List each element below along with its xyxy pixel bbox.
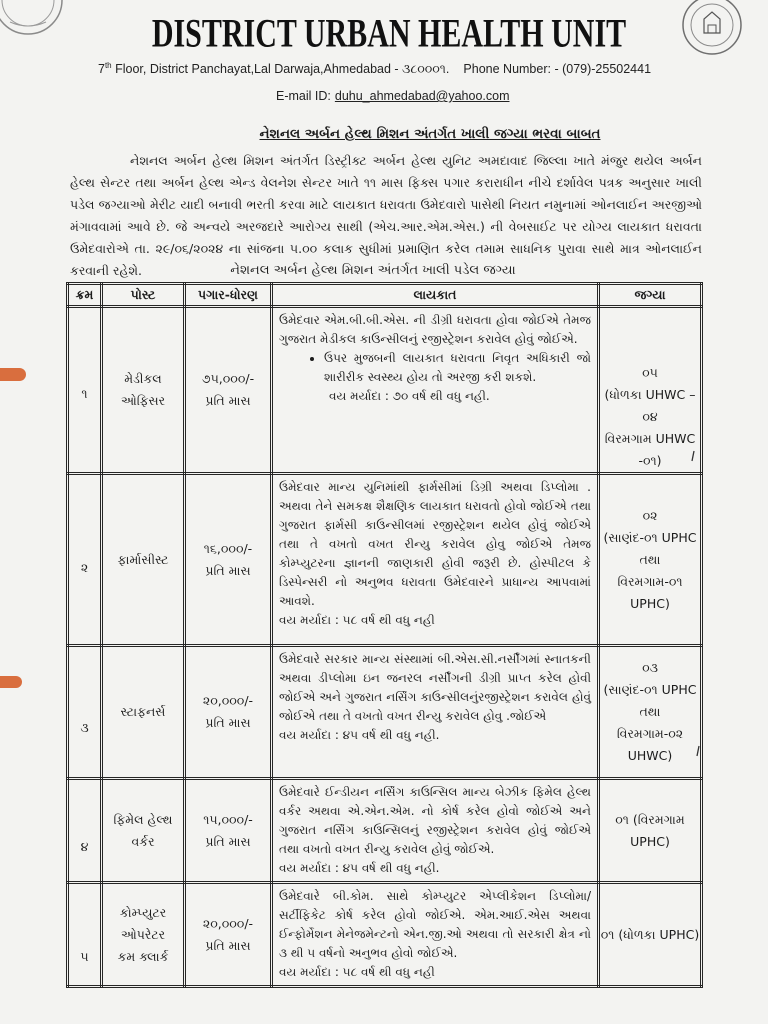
header-salary: પગાર-ધોરણ bbox=[185, 284, 272, 307]
vacancy-cell bbox=[599, 474, 702, 646]
salary-cell bbox=[185, 307, 272, 474]
email-line bbox=[276, 88, 510, 104]
post-name-line: મેડીકલ bbox=[124, 371, 162, 386]
post-name-line: સ્ટાફનર્સ bbox=[120, 704, 166, 719]
serial-cell: ૧ bbox=[68, 307, 102, 474]
salary-period: પ્રતિ માસ bbox=[205, 833, 251, 849]
qualification-cell bbox=[272, 474, 599, 646]
post-cell bbox=[102, 646, 185, 779]
post-cell bbox=[102, 474, 185, 646]
edge-mark bbox=[0, 676, 22, 688]
qualification-cell bbox=[272, 779, 599, 883]
vacancy-line: તથા bbox=[639, 704, 661, 719]
salary-amount: ૧૬,૦૦૦/- bbox=[203, 540, 253, 556]
post-name-line: કમ ક્લાર્ક bbox=[117, 948, 169, 964]
salary-cell bbox=[185, 646, 272, 779]
address-floor-suffix: th bbox=[104, 61, 112, 70]
header-qualification: લાયકાત bbox=[272, 284, 599, 307]
age-limit: વય મર્યાદા : ૪૫ વર્ષ થી વધુ નહી. bbox=[279, 861, 440, 875]
post-cell bbox=[102, 883, 185, 987]
post-name-line: વર્કર bbox=[131, 833, 155, 849]
serial-cell: ૪ bbox=[68, 779, 102, 883]
age-limit: વય મર્યાદા : ૭૦ વર્ષ થી વધુ નહી. bbox=[329, 389, 490, 403]
age-limit: વય મર્યાદા : ૫૮ વર્ષ થી વધુ નહી bbox=[279, 965, 435, 979]
vacancy-cell bbox=[599, 883, 702, 987]
salary-cell bbox=[185, 779, 272, 883]
notice-subject: નેશનલ અર્બન હેલ્થ મિશન અંતર્ગત ખાલી જગ્યા ભરવા બાબત bbox=[259, 126, 601, 142]
address-floor-number: 7 bbox=[98, 62, 105, 76]
salary-period: પ્રતિ માસ bbox=[205, 562, 251, 578]
qualification-cell bbox=[272, 883, 599, 987]
table-caption: નેશનલ અર્બન હેલ્થ મિશન અંતર્ગત ખાલી પડેલ જગ્યા bbox=[230, 263, 516, 278]
vacancy-line: વિરમગામ-૦૨ UHWC) bbox=[616, 726, 684, 763]
vacancy-table bbox=[66, 282, 703, 988]
vacancy-line: ૦૨ bbox=[642, 507, 658, 523]
right-emblem-logo bbox=[677, 0, 747, 57]
salary-cell bbox=[185, 474, 272, 646]
salary-period: પ્રતિ માસ bbox=[205, 715, 251, 730]
letterhead-title: DISTRICT URBAN HEALTH UNIT bbox=[151, 11, 627, 56]
edge-mark bbox=[0, 368, 26, 381]
vacancy-line: ૦૧ (વિરમગામ UPHC) bbox=[615, 811, 685, 849]
header-vacancies: જગ્યા bbox=[599, 284, 702, 307]
handwritten-tick-mark bbox=[694, 745, 702, 759]
serial-cell: ૩ bbox=[68, 646, 102, 779]
qualification-text: ઉમેદવાર એમ.બી.બી.એસ. ની ડીગ્રી ધરાવતા હોવા જોઈએ તેમજ ગુજરાત મેડીકલ કાઉન્સીલનું રજીસ્ટ્રેશન કરાવેલ હોવું જોઈએ. bbox=[279, 313, 591, 346]
qualification-cell bbox=[272, 646, 599, 779]
vacancy-line: (ધોળકા UHWC – ૦૪ bbox=[604, 387, 696, 424]
table-row bbox=[68, 779, 702, 883]
qualification-note: • ઉપર મુજબની લાયકાત ધરાવતા નિવૃત અધિકારી જો શારીરીક સ્વસ્થ્ય હોય તો અરજી કરી શકશે. bbox=[324, 349, 591, 387]
post-cell bbox=[102, 779, 185, 883]
post-name-line: ઓપરેટર bbox=[120, 926, 166, 942]
notice-body: નેશનલ અર્બન હેલ્થ મિશન અંતર્ગત ડિસ્ટ્રીક્ટ અર્બન હેલ્થ યુનિટ અમદાવાદ જિલ્લા ખાતે મંજુર થયેલ અર્બન હેલ્થ સેન્ટર તથા અર્બન હેલ્થ એન્ડ વેલનેશ સેન્ટર ખાતે ૧૧ માસ ફિક્સ પગાર કરારાધીન નીચે દર્શાવેલ પત્રક અનુસાર ખાલી પડેલ જગ્યાઓ મેરીટ યાદી બનાવી ભરતી કરવા માટે લાયકાત ધરાવતા ઉમેદવારો પાસેથી નિયત નમુનામાં ઓનલાઈન અરજીઓ મંગાવવામાં આવે છે. જે અન્વયે અરજદારે આરોગ્ય સાથી (એચ.આર.એમ.એસ.) ની વેબસાઈટ પર યોગ્ય લાયકાત ધરાવતા ઉમેદવારોએ તા. ૨૯/૦૬/૨૦૨૪ ના સાંજના ૫.૦૦ કલાક સુધીમાં પ્રમાણિત કરેલ તમામ સાધનિક પુરાવા સાથે માત્ર ઓનલાઈન કરવાની રહેશે. bbox=[70, 153, 702, 278]
salary-amount: ૧૫,૦૦૦/- bbox=[203, 811, 253, 827]
serial-cell: ૫ bbox=[68, 883, 102, 987]
qualification-text: ઉમેદવાર માન્ય યુનિમાંથી ફાર્મસીમાં ડિગ્રી અથવા ડિપ્લોમા . અથવા તેને સમકક્ષ શૈક્ષણિક લાયકાત ધરાવતો હોવો જોઈએ તથા ગુજરાત ફાર્મસી કાઉન્સીલમાં રજીસ્ટ્રેશન થયેલ હોવું જોઈએ તથા તે વખતો વખત રીન્યુ કરાવેલ હોવુ જોઈએ તેમજ કોમ્પ્યુટરના જ્ઞાનની જાણકારી હોવી જરૂરી છે. હોસ્પીટલ કે ડિસ્પેન્સરી નો અનુભવ ધરાવતા ઉમેદવારને પ્રાધાન્ય આપવામાં આવશે. bbox=[279, 480, 591, 608]
left-emblem-logo bbox=[0, 0, 66, 36]
salary-cell bbox=[185, 883, 272, 987]
table-header-row bbox=[68, 284, 702, 307]
table-row bbox=[68, 307, 702, 474]
table-row bbox=[68, 646, 702, 779]
post-name-line: ઓફિસર bbox=[120, 393, 166, 408]
salary-period: પ્રતિ માસ bbox=[205, 937, 251, 953]
serial-cell: ૨ bbox=[68, 474, 102, 646]
post-name-line: કોમ્પ્યુટર bbox=[119, 904, 167, 920]
qualification-notes bbox=[279, 349, 591, 387]
table-row bbox=[68, 883, 702, 987]
vacancy-line: ૦૧ (ધોળકા UPHC) bbox=[600, 926, 700, 942]
letterhead-address bbox=[98, 61, 651, 77]
vacancy-line: ૦૩ bbox=[642, 660, 658, 675]
post-cell bbox=[102, 307, 185, 474]
qualification-text: ઉમેદવારે સરકાર માન્ય સંસ્થામાં બી.એસ.સી.નર્સીંગમાં સ્નાતકની અથવા ડીપ્લોમા ઇન જનરલ નર્સીંગની ડીગ્રી પ્રાપ્ત કરેલ હોવી જોઈએ અને ગુજરાત નર્સિંગ કાઉન્સીલનુંરજીસ્ટ્રેશન કરાવેલ હોવું જોઈએ તથા તે વખતો વખત રીન્યુ કરાવેલ હોવુ .જોઈએ bbox=[279, 652, 591, 723]
salary-amount: ૭૫,૦૦૦/- bbox=[201, 371, 255, 386]
age-limit: વય મર્યાદા : ૫૮ વર્ષ થી વધુ નહી bbox=[279, 613, 435, 627]
post-name-line: ફિમેલ હેલ્થ bbox=[113, 811, 173, 827]
vacancy-line: વિરમગામ-૦૧ UPHC) bbox=[617, 573, 683, 611]
qualification-text: ઉમેદવારે બી.કોમ. સાથે કોમ્પ્યુટર એપ્લીકેશન ડિપ્લોમા/સર્ટીફિકેટ કોર્ષ કરેલ હોવો જોઈએ. એમ.આઈ.એસ અથવા ઈન્ફોર્મેશન મેનેજમેન્ટનો એન.જી.ઓ અથવા તો સરકારી ક્ષેત્ર નો ૩ થી ૫ વર્ષનો અનુભવ હોવો જોઈએ. bbox=[279, 889, 591, 960]
vacancy-line: ૦૫ bbox=[642, 365, 658, 380]
vacancy-cell bbox=[599, 307, 702, 474]
header-post: પોસ્ટ bbox=[102, 284, 185, 307]
handwritten-tick-mark bbox=[689, 450, 697, 464]
vacancy-line: વિરમગામ UHWC -૦૧) bbox=[604, 431, 696, 468]
phone-number: Phone Number: - (079)-25502441 bbox=[463, 62, 652, 76]
header-serial: ક્રમ bbox=[68, 284, 102, 307]
salary-period: પ્રતિ માસ bbox=[205, 393, 251, 408]
email-label: E-mail ID: bbox=[276, 89, 331, 103]
vacancy-line: તથા bbox=[639, 551, 661, 567]
vacancy-cell bbox=[599, 779, 702, 883]
vacancy-line: (સાણંદ-૦૧ UPHC bbox=[603, 682, 697, 697]
table-row bbox=[68, 474, 702, 646]
vacancy-line: (સાણંદ-૦૧ UPHC bbox=[603, 529, 697, 545]
post-name-line: ફાર્માસીસ્ટ bbox=[117, 551, 169, 567]
vacancy-cell bbox=[599, 646, 702, 779]
address-text: Floor, District Panchayat,Lal Darwaja,Ahmedabad - ૩૮૦૦૦૧. bbox=[111, 62, 450, 76]
qualification-cell bbox=[272, 307, 599, 474]
email-link[interactable]: duhu_ahmedabad@yahoo.com bbox=[334, 89, 510, 103]
salary-amount: ૨૦,૦૦૦/- bbox=[202, 693, 254, 708]
salary-amount: ૨૦,૦૦૦/- bbox=[202, 915, 254, 931]
age-limit: વય મર્યાદા : ૪૫ વર્ષ થી વધુ નહી. bbox=[279, 728, 440, 742]
qualification-text: ઉમેદવારે ઈન્ડીયન નર્સિંગ કાઉન્સિલ માન્ય બેઝીક ફિમેલ હેલ્થ વર્કર અથવા એ.એન.એમ. નો કોર્ષ કરેલ હોવો જોઈએ અને ગુજરાત નર્સિંગ કાઉન્સિલનું રજીસ્ટ્રેશન કરાવેલ હોવું જોઈએ તથા વખતો વખત રીન્યુ કરાવેલ હોવું જોઈએ. bbox=[279, 785, 591, 856]
